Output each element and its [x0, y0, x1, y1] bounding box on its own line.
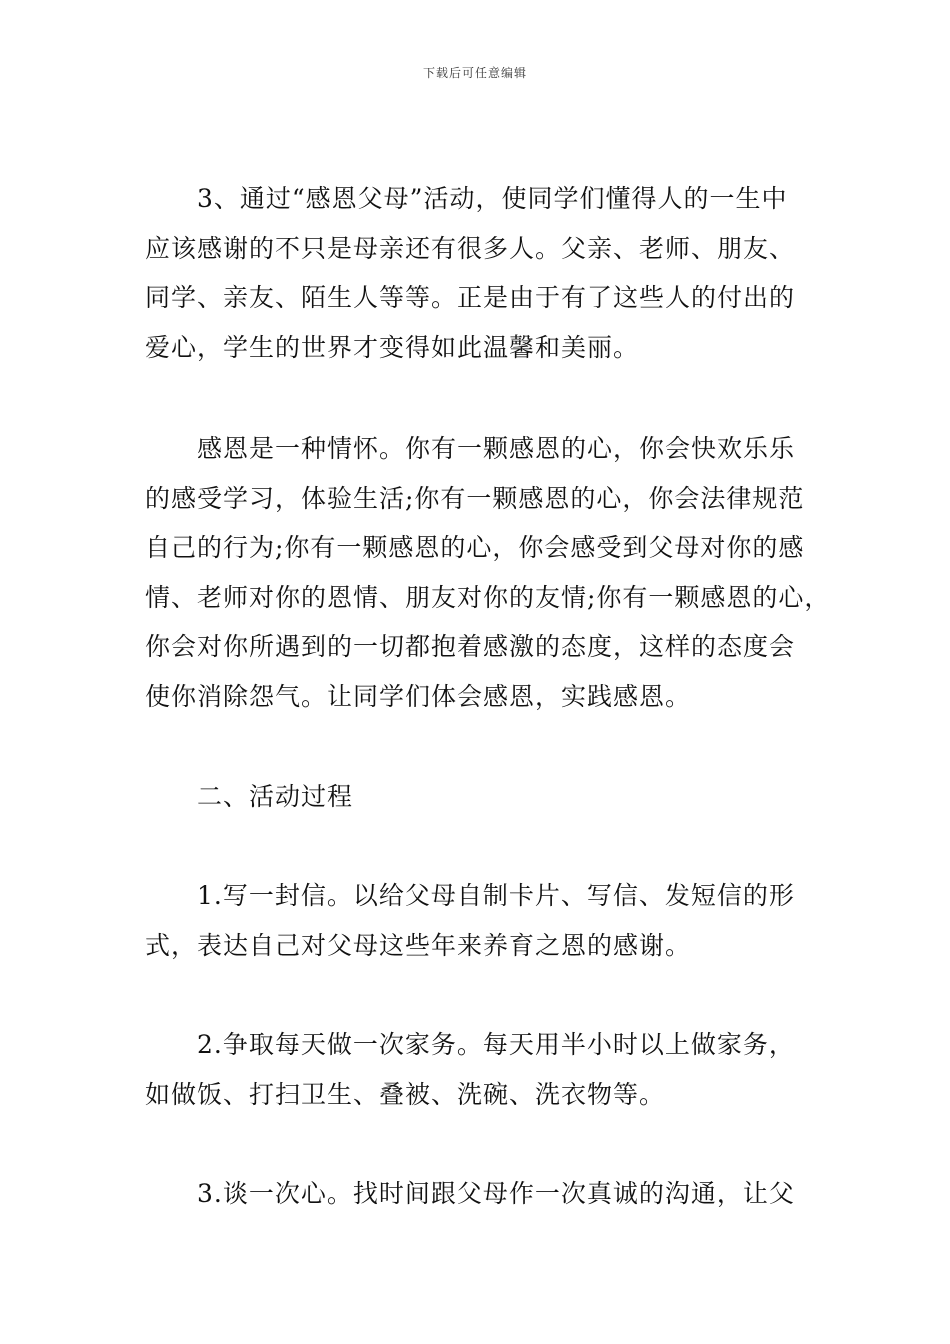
paragraph-line: 2.争取每天做一次家务。每天用半小时以上做家务， — [197, 1030, 795, 1059]
paragraph-line: 1.写一封信。以给父母自制卡片、写信、发短信的形 — [197, 881, 795, 910]
paragraph-line: 应该感谢的不只是母亲还有很多人。父亲、老师、朋友、 — [145, 233, 796, 263]
paragraph-gratitude-goal-3 — [145, 174, 813, 372]
paragraph-line: 3、通过“感恩父母”活动，使同学们懂得人的一生中 — [197, 184, 788, 213]
paragraph-line: 爱心，学生的世界才变得如此温馨和美丽。 — [145, 332, 640, 362]
section-heading: 二、活动过程 — [197, 782, 354, 811]
paragraph-gratitude-feeling — [145, 424, 831, 721]
paragraph-line: 感恩是一种情怀。你有一颗感恩的心，你会快欢乐乐 — [197, 434, 796, 463]
page-header: 下载后可任意编辑 — [422, 66, 527, 80]
paragraph-line: 式，表达自己对父母这些年来养育之恩的感谢。 — [145, 930, 692, 960]
paragraph-activity-1 — [145, 871, 813, 970]
paragraph-line: 3.谈一次心。找时间跟父母作一次真诚的沟通，让父 — [197, 1179, 795, 1208]
paragraph-line: 同学、亲友、陌生人等等。正是由于有了这些人的付出的 — [145, 283, 796, 312]
paragraph-line: 的感受学习，体验生活;你有一颗感恩的心，你会法律规范 — [145, 483, 805, 513]
section-heading-activity-process — [145, 772, 813, 822]
paragraph-activity-2 — [145, 1020, 813, 1119]
paragraph-line: 你会对你所遇到的一切都抱着感激的态度，这样的态度会 — [145, 632, 796, 661]
paragraph-line: 自己的行为;你有一颗感恩的心，你会感受到父母对你的感 — [145, 533, 805, 562]
paragraph-activity-3 — [145, 1169, 813, 1219]
paragraph-line: 使你消除怨气。让同学们体会感恩，实践感恩。 — [145, 681, 692, 711]
paragraph-line: 情、老师对你的恩情、朋友对你的友情;你有一颗感恩的心， — [145, 582, 831, 612]
paragraph-line: 如做饭、打扫卫生、叠被、洗碗、洗衣物等。 — [145, 1079, 666, 1109]
